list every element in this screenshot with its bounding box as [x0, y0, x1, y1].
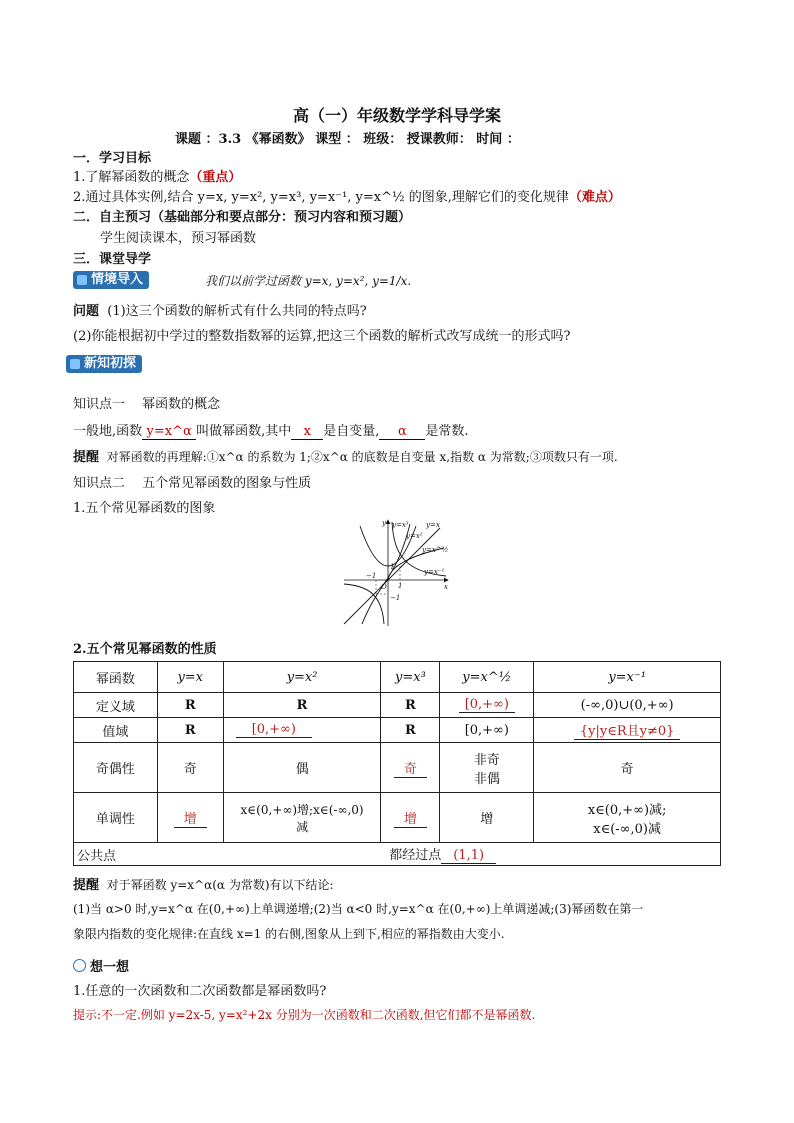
mono-inv-line-1: x∈(0,+∞)减; — [587, 802, 667, 818]
table-cell: R — [223, 693, 381, 718]
table-cell: 幂函数 — [74, 662, 158, 693]
badge-situation-intro — [73, 271, 149, 289]
table-cell: 奇 — [534, 743, 721, 793]
table-cell: (-∞,0)∪(0,+∞) — [534, 693, 721, 718]
label-x-axis: x — [444, 583, 448, 591]
table-cell: 奇偶性 — [74, 743, 158, 793]
table-row-range — [74, 718, 721, 743]
label-one-y: 1 — [390, 563, 395, 571]
table-cell: R — [381, 718, 440, 743]
table-cell: y=x^½ — [440, 662, 534, 693]
goal-2 — [73, 186, 621, 205]
table-cell: y=x² — [223, 662, 381, 693]
knowledge-point-2: 知识点二 五个常见幂函数的图象与性质 — [73, 476, 312, 491]
page-title: 高（一）年级数学学科导学案 — [292, 106, 501, 125]
tip-1 — [73, 446, 618, 465]
question-2: (2)你能根据初中学过的整数指数幂的运算,把这三个函数的解析式改写成统一的形式吗? — [73, 329, 571, 344]
goal-2-tag: （难点） — [568, 190, 621, 205]
label-one-x: 1 — [398, 582, 403, 590]
section-2-heading: 二．自主预习（基础部分和要点部分：预习内容和预习题） — [73, 210, 412, 225]
def-part-g: 是常数. — [425, 424, 469, 439]
question-1 — [73, 300, 367, 319]
def-blank-constant: α — [379, 424, 425, 440]
table-cell: 公共点 — [74, 843, 158, 866]
answer-blank: [0,+∞) — [236, 722, 312, 738]
definition-line — [73, 420, 469, 440]
label-y-axis: y — [382, 519, 386, 527]
think-answer: 提示:不一定.例如 y=2x-5, y=x²+2x 分别为一次函数和二次函数,但它们都不是幂函数. — [73, 1008, 536, 1022]
tip-1-label: 提醒 — [73, 450, 100, 465]
answer-blank: 增 — [174, 808, 207, 828]
table-cell: R — [381, 693, 440, 718]
def-part-c: 叫做幂函数,其中 — [196, 424, 292, 439]
table-cell: 定义域 — [74, 693, 158, 718]
table-cell — [381, 793, 440, 843]
question-1-text: (1)这三个函数的解析式有什么共同的特点吗? — [107, 304, 367, 319]
label-y-x: y=x — [426, 521, 440, 529]
table-cell: R — [157, 718, 223, 743]
subheading-properties: 2.五个常见幂函数的性质 — [73, 642, 217, 657]
table-cell — [157, 793, 223, 843]
table-row-common-point — [74, 843, 721, 866]
table-cell — [223, 718, 381, 743]
parity-line-2: 非偶 — [473, 771, 500, 787]
answer-blank: [0,+∞) — [459, 697, 515, 713]
table-cell: 偶 — [223, 743, 381, 793]
section-3-heading: 三．课堂导学 — [73, 252, 152, 267]
table-cell: R — [157, 693, 223, 718]
properties-table — [73, 661, 721, 866]
tip-2-line-2: 象限内指数的变化规律:在直线 x=1 的右侧,图象从上到下,相应的幂指数由大变小. — [73, 927, 505, 941]
preview-text: 学生阅读课本，预习幂函数 — [100, 231, 257, 246]
table-cell — [440, 693, 534, 718]
label-origin: O — [381, 583, 387, 591]
table-cell: y=x³ — [381, 662, 440, 693]
table-cell: 值域 — [74, 718, 158, 743]
answer-blank: {y|y∈R且y≠0} — [574, 720, 681, 740]
table-cell: y=x — [157, 662, 223, 693]
section-1-heading: 一．学习目标 — [73, 151, 152, 166]
label-y-sqrt: y=x^½ — [422, 546, 449, 554]
goal-1-tag: （重点） — [189, 170, 242, 185]
parity-line-1: 非奇 — [473, 752, 500, 768]
curve-y-x — [344, 528, 440, 624]
tip-2 — [73, 874, 334, 893]
answer-blank: 增 — [394, 808, 427, 828]
table-cell — [223, 793, 381, 843]
table-cell — [157, 843, 720, 866]
table-row-domain — [74, 693, 721, 718]
def-part-e: 是自变量, — [323, 424, 380, 439]
common-text: 都经过点 — [389, 848, 442, 863]
tip-2-label: 提醒 — [73, 878, 100, 893]
badge-situation-label: 情境导入 — [91, 272, 144, 287]
goal-2-text: 2.通过具体实例,结合 y=x, y=x², y=x³, y=x⁻¹, y=x^½ 的图象,理解它们的变化规律 — [73, 190, 569, 205]
goal-1 — [73, 166, 241, 185]
def-blank-variable: x — [291, 424, 323, 440]
table-cell — [381, 743, 440, 793]
table-cell — [440, 743, 534, 793]
label-neg1-y: −1 — [390, 594, 401, 602]
table-row-monotonicity — [74, 793, 721, 843]
think-icon — [73, 959, 86, 972]
tip-2-line-1: (1)当 α>0 时,y=x^α 在(0,+∞)上单调递增;(2)当 α<0 时,y=x^α 在(0,+∞)上单调递减;(3)幂函数在第一 — [73, 902, 644, 916]
label-y-inv: y=x⁻¹ — [424, 568, 445, 576]
knowledge-point-1: 知识点一 幂函数的概念 — [73, 397, 221, 412]
def-part-a: 一般地,函数 — [73, 424, 143, 439]
power-functions-graph — [340, 516, 452, 628]
question-label: 问题 — [73, 304, 100, 319]
intro-text: 我们以前学过函数 y=x, y=x², y=1/x. — [205, 274, 412, 288]
table-row-parity — [74, 743, 721, 793]
table-cell: 增 — [440, 793, 534, 843]
tip-2-intro: 对于幂函数 y=x^α(α 为常数)有以下结论: — [106, 878, 334, 892]
badge-new-knowledge-label: 新知初探 — [84, 356, 137, 371]
table-cell — [534, 718, 721, 743]
table-cell: 单调性 — [74, 793, 158, 843]
think-label: 想一想 — [90, 960, 130, 975]
think-heading — [73, 956, 129, 975]
answer-blank: 奇 — [394, 758, 427, 778]
def-blank-function: y=x^α — [142, 424, 196, 440]
label-neg1-x: −1 — [366, 572, 377, 580]
answer-blank: (1,1) — [441, 848, 496, 864]
mono-line-1: x∈(0,+∞)增;x∈(-∞,0) — [240, 802, 364, 817]
label-y-x3: y=x³ — [392, 521, 409, 529]
tip-1-text: 对幂函数的再理解:①x^α 的系数为 1;②x^α 的底数是自变量 x,指数 α 为常数;③项数只有一项. — [106, 450, 618, 464]
table-cell: [0,+∞) — [440, 718, 534, 743]
mono-line-2: 减 — [296, 819, 309, 834]
table-row-header — [74, 662, 721, 693]
table-cell: 奇 — [157, 743, 223, 793]
think-question: 1.任意的一次函数和二次函数都是幂函数吗? — [73, 984, 327, 999]
badge-new-knowledge — [66, 355, 142, 373]
table-cell: y=x⁻¹ — [534, 662, 721, 693]
label-y-x2: y=x² — [406, 532, 423, 540]
mono-inv-line-2: x∈(-∞,0)减 — [593, 821, 661, 837]
table-cell — [534, 793, 721, 843]
subheading-graphs: 1.五个常见幂函数的图象 — [73, 501, 216, 516]
meta-line: 课题 ：3.3 《幂函数》 课型 ： 班级： 授课教师： 时间 ： — [175, 132, 520, 147]
goal-1-text: 1.了解幂函数的概念 — [73, 170, 190, 185]
